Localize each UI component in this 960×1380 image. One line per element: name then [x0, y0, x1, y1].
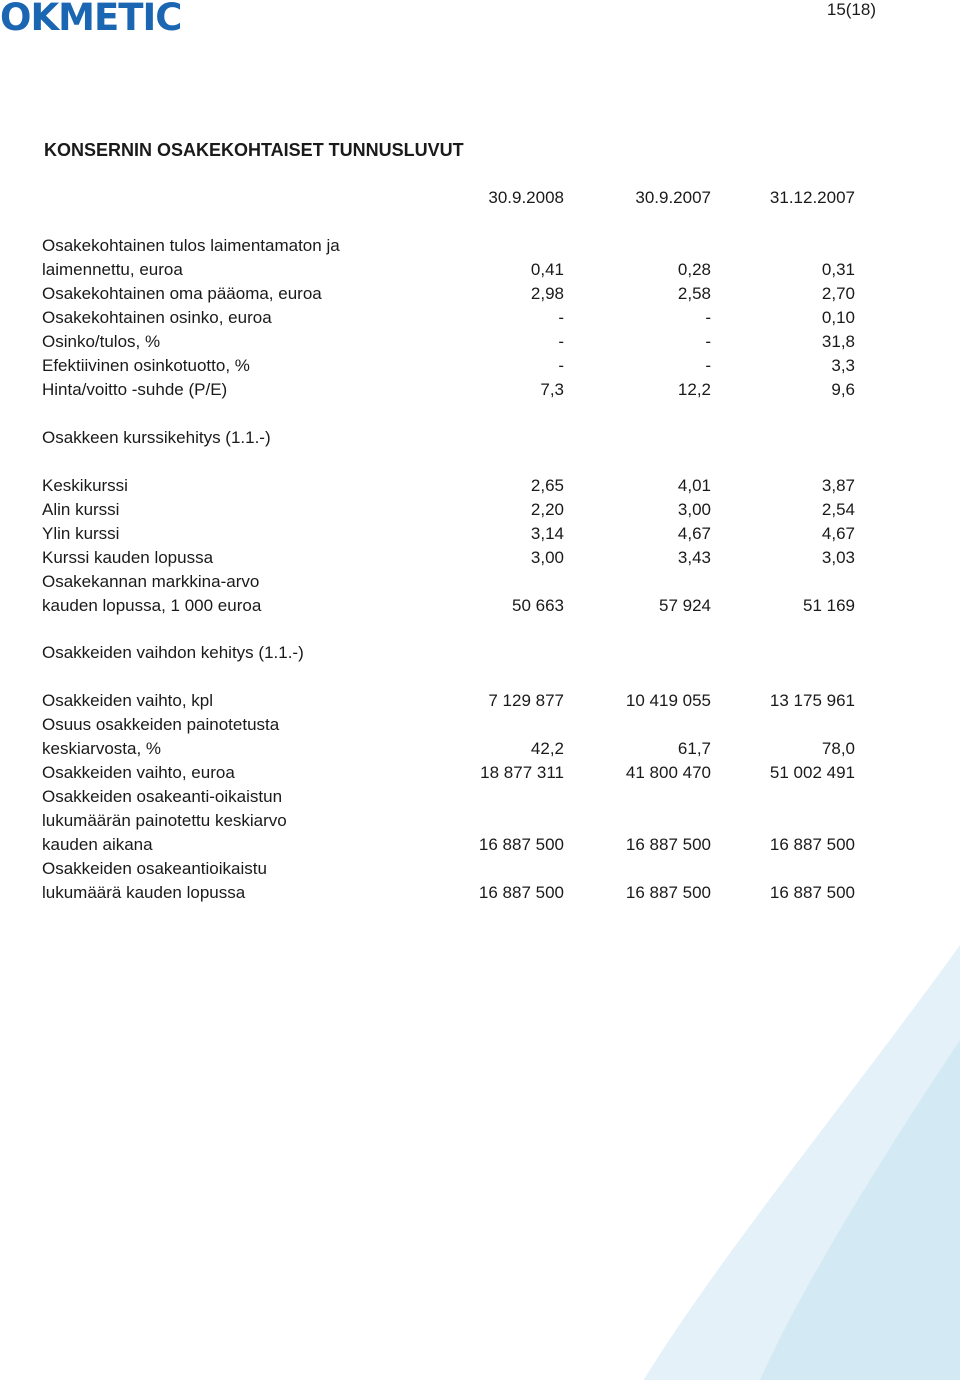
row-label: kauden lopussa, 1 000 euroa: [42, 596, 262, 615]
row-label: Efektiivinen osinkotuotto, %: [42, 356, 250, 375]
row-label: Osakkeiden vaihto, kpl: [42, 691, 214, 710]
row-value-col1: 50 663: [512, 596, 564, 615]
table-row: [0, 474, 960, 498]
column-header-row: [0, 186, 960, 210]
row-value-col1: -: [558, 308, 564, 327]
table-row: [0, 282, 960, 306]
row-label: Keskikurssi: [42, 476, 128, 495]
row-value-col3: 13 175 961: [769, 691, 855, 710]
table-row: [0, 833, 960, 857]
row-value-col3: 9,6: [831, 380, 855, 399]
row-label: Osakkeiden vaihdon kehitys (1.1.-): [42, 643, 304, 662]
row-value-col2: 3,00: [677, 500, 711, 519]
row-label: Ylin kurssi: [42, 524, 120, 543]
table-row: [0, 594, 960, 618]
table-row: [0, 881, 960, 905]
row-value-col3: 16 887 500: [769, 835, 855, 854]
table-row: [0, 641, 960, 665]
row-value-col2: 16 887 500: [625, 835, 711, 854]
row-value-col3: 51 169: [803, 596, 855, 615]
row-value-col2: 16 887 500: [625, 883, 711, 902]
row-value-col1: 7,3: [540, 380, 564, 399]
table-row: [0, 809, 960, 833]
table-row: [0, 713, 960, 737]
row-label: Kurssi kauden lopussa: [42, 548, 214, 567]
row-value-col1: 3,14: [530, 524, 564, 543]
row-value-col3: 0,10: [821, 308, 855, 327]
row-value-col2: 3,43: [677, 548, 711, 567]
row-value-col2: 0,28: [677, 260, 711, 279]
row-value-col2: 41 800 470: [625, 763, 711, 782]
row-value-col1: 2,65: [530, 476, 564, 495]
row-value-col1: 2,98: [530, 284, 564, 303]
table-row: [0, 258, 960, 282]
table-row: [0, 354, 960, 378]
row-label: Alin kurssi: [42, 500, 120, 519]
row-label: lukumäärän painotettu keskiarvo: [42, 811, 287, 830]
row-value-col1: 3,00: [530, 548, 564, 567]
row-label: Osakekohtainen oma pääoma, euroa: [42, 284, 322, 303]
row-value-col3: 16 887 500: [769, 883, 855, 902]
row-value-col1: -: [558, 356, 564, 375]
okmetic-logo: OKMETIC: [0, 0, 182, 39]
row-value-col3: 3,3: [831, 356, 855, 375]
row-value-col2: 4,01: [677, 476, 711, 495]
table-row: [0, 570, 960, 594]
row-label: Osakekannan markkina-arvo: [42, 572, 260, 591]
row-label: Osuus osakkeiden painotetusta: [42, 715, 280, 734]
row-label: Osakkeiden osakeanti-oikaistun: [42, 787, 283, 806]
row-value-col1: 7 129 877: [488, 691, 564, 710]
table-row: [0, 426, 960, 450]
row-label: Hinta/voitto -suhde (P/E): [42, 380, 228, 399]
page-number: 15(18): [826, 0, 876, 19]
table-row: [0, 306, 960, 330]
page-title: KONSERNIN OSAKEKOHTAISET TUNNUSLUVUT: [44, 140, 464, 160]
table-row: [0, 857, 960, 881]
row-value-col1: 42,2: [530, 739, 564, 758]
row-value-col1: 16 887 500: [478, 835, 564, 854]
row-value-col2: 57 924: [659, 596, 711, 615]
row-value-col3: 4,67: [821, 524, 855, 543]
row-value-col3: 3,03: [821, 548, 855, 567]
table-row: [0, 546, 960, 570]
row-value-col3: 31,8: [821, 332, 855, 351]
row-label: Osakkeiden osakeantioikaistu: [42, 859, 267, 878]
row-value-col2: 2,58: [677, 284, 711, 303]
row-value-col3: 2,70: [821, 284, 855, 303]
table-row: [0, 785, 960, 809]
table-row: [0, 234, 960, 258]
row-value-col2: -: [705, 356, 711, 375]
row-value-col1: 18 877 311: [480, 763, 564, 782]
table-row: [0, 522, 960, 546]
row-value-col1: -: [558, 332, 564, 351]
row-label: laimennettu, euroa: [42, 260, 183, 279]
row-label: Osakekohtainen tulos laimentamaton ja: [42, 236, 340, 255]
row-value-col2: 12,2: [677, 380, 711, 399]
row-label: Osinko/tulos, %: [42, 332, 161, 351]
row-label: kauden aikana: [42, 835, 153, 854]
row-value-col1: 0,41: [530, 260, 564, 279]
table-row: [0, 689, 960, 713]
table-row: [0, 498, 960, 522]
row-label: Osakkeen kurssikehitys (1.1.-): [42, 428, 271, 447]
column-header-2007q3: 30.9.2007: [635, 188, 711, 207]
row-label: lukumäärä kauden lopussa: [42, 883, 246, 902]
row-label: Osakekohtainen osinko, euroa: [42, 308, 272, 327]
row-value-col2: -: [705, 308, 711, 327]
row-value-col2: 10 419 055: [625, 691, 711, 710]
row-label: keskiarvosta, %: [42, 739, 162, 758]
row-value-col2: 61,7: [677, 739, 711, 758]
row-value-col3: 51 002 491: [769, 763, 855, 782]
row-value-col3: 78,0: [821, 739, 855, 758]
row-value-col1: 2,20: [530, 500, 564, 519]
table-row: [0, 737, 960, 761]
row-value-col2: 4,67: [677, 524, 711, 543]
row-value-col3: 2,54: [821, 500, 855, 519]
row-value-col2: -: [705, 332, 711, 351]
column-header-2008q3: 30.9.2008: [488, 188, 564, 207]
row-value-col3: 3,87: [821, 476, 855, 495]
row-value-col1: 16 887 500: [478, 883, 564, 902]
row-value-col3: 0,31: [821, 260, 855, 279]
column-header-2007fy: 31.12.2007: [769, 188, 855, 207]
table-row: [0, 761, 960, 785]
row-label: Osakkeiden vaihto, euroa: [42, 763, 235, 782]
table-row: [0, 330, 960, 354]
table-row: [0, 378, 960, 402]
